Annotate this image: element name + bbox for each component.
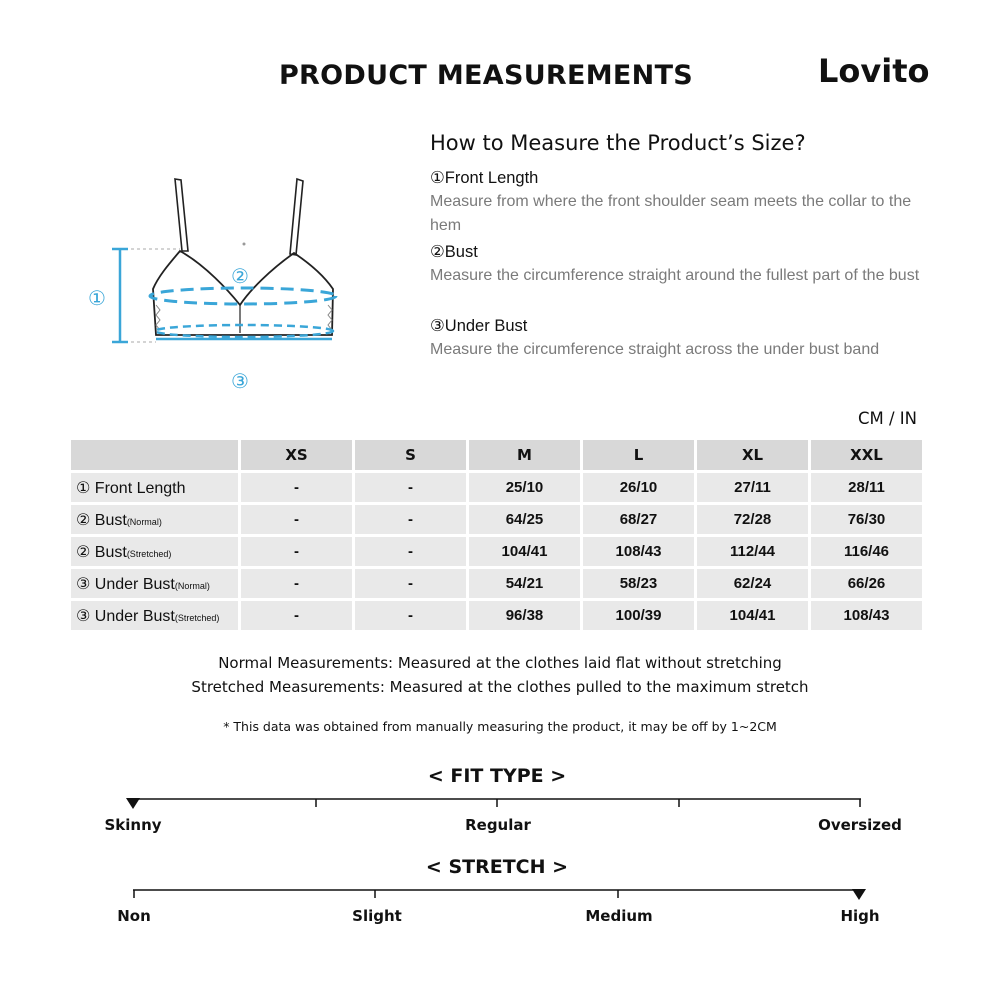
stretch-label-medium: Medium bbox=[585, 907, 653, 925]
table-cell: - bbox=[355, 505, 466, 534]
table-cell: 66/26 bbox=[811, 569, 922, 598]
table-corner-cell bbox=[71, 440, 238, 470]
front-length-description: Measure from where the front shoulder seam meets the collar to the hem bbox=[430, 193, 912, 234]
table-cell: 96/38 bbox=[469, 601, 580, 630]
row-label-text: ② Bust bbox=[76, 543, 127, 561]
under-bust-heading: ③Under Bust bbox=[430, 317, 528, 335]
column-header: S bbox=[355, 440, 466, 470]
row-label bbox=[71, 537, 238, 566]
bra-illustration bbox=[60, 165, 360, 405]
measurement-footnote: * This data was obtained from manually measuring the product, it may be off by 1~2CM bbox=[223, 719, 777, 734]
table-cell: - bbox=[241, 537, 352, 566]
stretch-indicator bbox=[852, 889, 866, 900]
how-to-title: How to Measure the Product’s Size? bbox=[430, 131, 806, 155]
fit-type-scale bbox=[0, 790, 1000, 810]
row-label bbox=[71, 473, 238, 502]
row-label-sub: (Stretched) bbox=[126, 548, 172, 559]
stretch-title: < STRETCH > bbox=[425, 856, 569, 878]
table-cell: - bbox=[355, 601, 466, 630]
bust-heading: ②Bust bbox=[430, 243, 478, 261]
bust-description: Measure the circumference straight around the fullest part of the bust bbox=[430, 267, 920, 284]
table-cell: 25/10 bbox=[469, 473, 580, 502]
fit-label-skinny: Skinny bbox=[104, 816, 162, 834]
table-cell: - bbox=[355, 569, 466, 598]
front-length-heading: ①Front Length bbox=[430, 169, 539, 187]
column-header: M bbox=[469, 440, 580, 470]
row-label-sub: (Normal) bbox=[174, 580, 210, 591]
table-cell: 104/41 bbox=[469, 537, 580, 566]
table-cell: - bbox=[241, 505, 352, 534]
table-cell: 116/46 bbox=[811, 537, 922, 566]
column-header: XL bbox=[697, 440, 808, 470]
table-cell: - bbox=[241, 569, 352, 598]
table-cell: 28/11 bbox=[811, 473, 922, 502]
row-label-text: ② Bust bbox=[76, 511, 127, 529]
table-row bbox=[71, 569, 922, 598]
table-cell: 54/21 bbox=[469, 569, 580, 598]
row-label-text: ③ Under Bust bbox=[76, 607, 175, 625]
table-header-row bbox=[71, 440, 922, 470]
table-cell: 112/44 bbox=[697, 537, 808, 566]
table-cell: 26/10 bbox=[583, 473, 694, 502]
table-row bbox=[71, 537, 922, 566]
row-label bbox=[71, 505, 238, 534]
table-cell: - bbox=[241, 473, 352, 502]
marker-bust: ② bbox=[231, 264, 249, 288]
table-cell: 76/30 bbox=[811, 505, 922, 534]
table-cell: 100/39 bbox=[583, 601, 694, 630]
table-cell: - bbox=[355, 537, 466, 566]
normal-measurement-note: Normal Measurements: Measured at the clothes laid flat without stretching bbox=[218, 654, 782, 672]
table-row bbox=[71, 601, 922, 630]
table-cell: - bbox=[241, 601, 352, 630]
row-label-sub: (Normal) bbox=[126, 516, 162, 527]
row-label-text: ③ Under Bust bbox=[76, 575, 175, 593]
fit-type-title: < FIT TYPE > bbox=[427, 765, 567, 787]
unit-label: CM / IN bbox=[858, 409, 918, 428]
stretch-scale bbox=[0, 882, 1000, 902]
column-header: XS bbox=[241, 440, 352, 470]
stretch-label-high: High bbox=[840, 907, 880, 925]
under-bust-description: Measure the circumference straight across the under bust band bbox=[430, 341, 880, 358]
table-cell: - bbox=[355, 473, 466, 502]
table-cell: 62/24 bbox=[697, 569, 808, 598]
fit-label-oversized: Oversized bbox=[818, 816, 902, 834]
marker-front-length: ① bbox=[88, 286, 106, 310]
fit-type-indicator bbox=[126, 798, 140, 809]
row-label bbox=[71, 601, 238, 630]
brand-logo: Lovito bbox=[818, 52, 930, 90]
table-cell: 64/25 bbox=[469, 505, 580, 534]
row-label bbox=[71, 569, 238, 598]
table-cell: 27/11 bbox=[697, 473, 808, 502]
stretch-label-non: Non bbox=[117, 907, 151, 925]
table-cell: 108/43 bbox=[811, 601, 922, 630]
table-cell: 104/41 bbox=[697, 601, 808, 630]
stretched-measurement-note: Stretched Measurements: Measured at the clothes pulled to the maximum stretch bbox=[191, 678, 809, 696]
row-label-sub: (Stretched) bbox=[174, 612, 220, 623]
table-cell: 72/28 bbox=[697, 505, 808, 534]
table-cell: 68/27 bbox=[583, 505, 694, 534]
table-cell: 108/43 bbox=[583, 537, 694, 566]
row-label-text: ① Front Length bbox=[76, 479, 186, 497]
table-row bbox=[71, 505, 922, 534]
stretch-label-slight: Slight bbox=[352, 907, 402, 925]
table-cell: 58/23 bbox=[583, 569, 694, 598]
marker-under-bust: ③ bbox=[231, 369, 249, 393]
page-title: PRODUCT MEASUREMENTS bbox=[278, 60, 694, 91]
column-header: L bbox=[583, 440, 694, 470]
fit-label-regular: Regular bbox=[465, 816, 531, 834]
size-table bbox=[68, 437, 925, 633]
table-row bbox=[71, 473, 922, 502]
column-header: XXL bbox=[811, 440, 922, 470]
